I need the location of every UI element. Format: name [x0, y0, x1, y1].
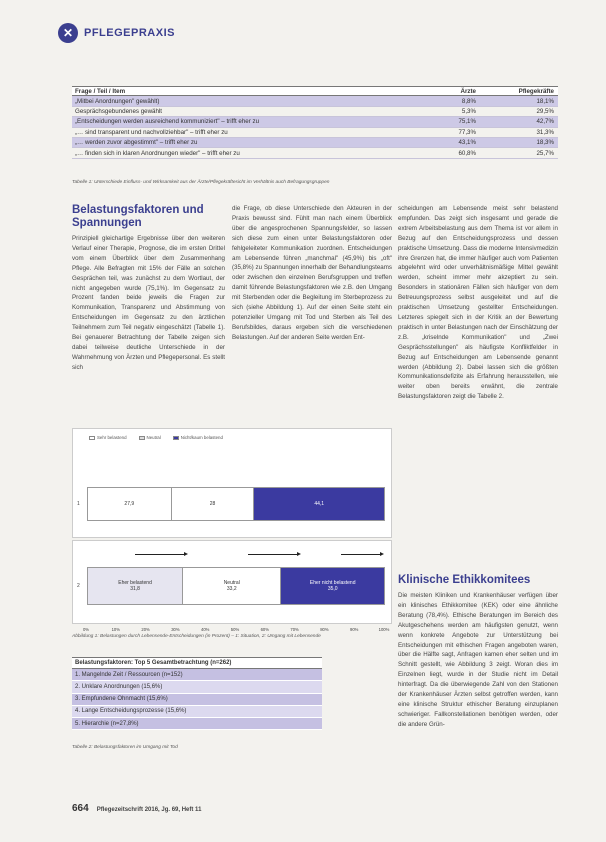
section-heading: Klinische Ethikkomitees: [398, 574, 531, 586]
table-cell: 60,8%: [458, 149, 476, 157]
table-cell: 18,3%: [536, 139, 554, 147]
table-header: [72, 86, 558, 96]
axis-tick-label: 0%: [82, 627, 90, 632]
column-header: Pflegekräfte: [518, 87, 554, 95]
table-cell: 42,7%: [536, 118, 554, 126]
bar-segment: Eher nicht belastend 35,0: [280, 568, 384, 604]
body-text: scheidungen am Lebensende meist sehr belastend empfunden. Das zeigt sich insgesamt und gerade die extrem Arbeitsbelastung aus dem Thema ist vor allem in Bezug auf den Entscheidungsprozess und dessen praktische Umsetzung. Dass die moderne Intensivmedizin ihre Grenzen hat, die immer häufiger auch vom Patienten abgelehnt wird oder unverhältnismäßige Mittel gewählt werden, scheint immer mehr akzeptiert zu sein. Besonders in stationären Fällen sich häufiger von dem Betreuungsprozess selbst ausgeleitet und auf die praktischen Umsetzung gestellter Entscheidungen. Letzteres spiegelt sich in der Kritik an der Bewertung praktisch in unter Belastungen nach der Einschätzung der z.B. „kriselnde Kommunikation" und „Zwei Gesprächsstellungen" als häufigste Konfliktfelder in Bezug auf Entscheidungen am Lebensende genannt werden (Abbildung 2). Dabei lassen sich die größten Kommunikationsdefizite als Erfahrung herausstellen, wie weiter oben bereits erwähnt, die zentrale Belastungsfaktoren zeigt die Tabelle 2.: [398, 205, 558, 401]
figure-caption: Abbildung 1: Belastungen durch Lebensende-Entscheidungen (in Prozent) – 1: Situation, 2: Umgang mit Lebensende: [72, 634, 321, 639]
text-column-3-lower: [398, 574, 558, 730]
axis-tick-label: 70%: [290, 627, 299, 632]
text-column-1: [72, 204, 225, 373]
table-row: 3. Empfundene Ohnmacht (15,6%): [72, 694, 322, 706]
table-cell: 75,1%: [458, 118, 476, 126]
column-header: Ärzte: [460, 87, 476, 95]
table-row: 5. Hierarchie (n=27,8%): [72, 718, 322, 730]
axis-tick-label: 40%: [200, 627, 210, 632]
header: [58, 22, 175, 44]
axis-tick-label: 30%: [171, 627, 180, 632]
table-row: [72, 96, 558, 106]
body-text: Die meisten Kliniken und Krankenhäuser verfügen über ein klinisches Ethikkomitee (KEK) oder eine ähnliche Beratung (78,4%). Ethische Beratungen im Bereich des Akutgeschehens werden am häufigsten genutzt, wenn wenn konkrete Angebote zur Unterstützung bei Entscheidungen mit ethischen Fragen angeboten waren, über die Hälfte sagt, Anfragen kamen eher selten und im Schnitt gestellt, wie Abbildung 3 zeigt. Woran dies im Einzelnen liegt, wurde in der Studie nicht im Detail hinterfragt. Da die überwiegende Zahl von den Stationen der Krankenhäuser Ärzten selbst getroffen werden, kann eine klinische Struktur ethischer Beratung einzuplanen schwieriger. Fallkonstellationen benötigen werden, oder die andere Grün-: [398, 592, 558, 728]
table-cell: 25,7%: [536, 149, 554, 157]
table-cell: 18,1%: [536, 97, 554, 105]
legend-item: Neutral: [139, 435, 161, 440]
belastungsfaktoren-table: [72, 657, 322, 730]
page-number: 664: [72, 803, 89, 814]
arrow-right-icon: [248, 554, 298, 555]
bar-segment: Eher belastend 31,8: [88, 568, 182, 604]
table-cell: Gesprächsgebundenes gewählt: [75, 107, 163, 115]
figure-1-panel: [72, 428, 392, 538]
table-cell: „… finden sich in klaren Anordnungen wieder" – trifft eher zu: [75, 149, 240, 157]
x-logo-icon: ✕: [58, 23, 78, 43]
table-cell: 5,3%: [461, 107, 476, 115]
results-table: [72, 86, 558, 159]
stacked-bar-2: [87, 567, 385, 605]
bar-label: 2: [77, 583, 80, 589]
legend-swatch: [173, 436, 179, 440]
table-cell: 8,8%: [461, 97, 476, 105]
table-row: 2. Unklare Anordnungen (15,6%): [72, 681, 322, 693]
section-title: PFLEGEPRAXIS: [84, 27, 175, 39]
body-text: die Frage, ob diese Unterschiede den Akteuren in der Praxis bewusst sind. Fühlt man nach einem Überblick über die angesprochenen Spannungsfelder, so lassen sich diese zum einen unter Belastungsfaktoren oder fehlgeleiteter Kommunikation zuordnen. Entscheidungen am Lebensende führen „manchmal" (45,9%) bis „oft" (35,8%) zu Spannungen innerhalb der Behandlungsteams oder zwischen den einzelnen Berufsgruppen und treffen damit führende Belastungsfaktoren wie z.B. den Umgang mit Sterbenden oder die Begleitung im Sterbeprozess zu sich (siehe Abbildung 1). Auf der einen Seite steht ein potenzieller Umgang mit Tod und Sterben als Teil des Berufsbildes, daraus ergeben sich die verschiedenen Belastungen. Auf der anderen Seite werden Ent-: [232, 205, 392, 341]
body-text: Prinzipiell gleichartige Ergebnisse über den weiteren Verlauf einer Therapie, Prognose, die im ersten Drittel vom einem Überblick über dem Zusammenhang Pflege. Alle Befragten mit 15% der Fälle an solchen Gesprächen teil, was zunächst zu dem Wortlaut, der nicht angegeben wurde (75,1%). Im Gegensatz zu Prozent fanden beide jeweils die Fragen zur Kommunikation, Transparenz und Abstimmung von Entscheidungen im Gegensatz zu den ärztlichen Teilnehmern zum Teil negativ eingeschätzt (Tabelle 1). Bei genauerer Betrachtung der Tabelle zeigen sich dabei teilweise deutliche Unterschiede in der Wahrnehmung von Ärzten und Pflegepersonal. Es stellt sich: [72, 235, 225, 371]
table-row: 1. Mangelnde Zeit / Ressourcen (n=152): [72, 669, 322, 681]
table-caption: Tabelle 1: Unterschiede Einfluss- und Wirksamkeit aus der Ärzte/Pflegekräftesicht im Verhältnis auch Befragungsgruppen: [72, 180, 330, 185]
table-cell: 43,1%: [458, 139, 476, 147]
table-row: [72, 128, 558, 138]
chart-legend: [89, 435, 235, 440]
table-row: [72, 148, 558, 158]
text-column-3: [398, 204, 558, 402]
table-header: Belastungsfaktoren: Top 5 Gesamtbetrachtung (n=262): [72, 657, 322, 669]
axis-tick-label: 80%: [320, 627, 329, 632]
legend-swatch: [139, 436, 145, 440]
table-cell: 29,5%: [536, 107, 554, 115]
section-heading: Belastungsfaktoren und Spannungen: [72, 204, 204, 229]
axis-tick-label: 50%: [230, 627, 240, 632]
table-row: 4. Lange Entscheidungsprozesse (15,6%): [72, 706, 322, 718]
figure-2-panel: [72, 540, 392, 624]
bar-label: 1: [77, 501, 80, 507]
table-row: [72, 107, 558, 117]
arrow-right-icon: [341, 554, 381, 555]
table-row: [72, 117, 558, 127]
table-cell: „… sind transparent und nachvollziehbar" – trifft eher zu: [75, 128, 228, 136]
bar-segment: 44,1: [253, 488, 384, 520]
table-cell: „Mitbei Anordnungen" gewählt): [75, 97, 160, 105]
journal-reference: Pflegezeitschrift 2016, Jg. 69, Heft 11: [96, 807, 202, 813]
legend-item: Sehr belastend: [89, 435, 127, 440]
table-cell: 77,3%: [458, 128, 476, 136]
bar-segment: Neutral 33,2: [182, 568, 280, 604]
legend-item: Nicht/kaum belastend: [173, 435, 223, 440]
legend-swatch: [89, 436, 95, 440]
arrow-right-icon: [135, 554, 185, 555]
table-cell: „Entscheidungen werden ausreichend kommuniziert" – trifft eher zu: [75, 118, 260, 126]
table-cell: „… werden zuvor abgestimmt" – trifft eher zu: [75, 139, 198, 147]
axis-tick-label: 10%: [111, 627, 120, 632]
axis-tick-label: 100%: [378, 627, 390, 632]
table-cell: 31,3%: [536, 128, 554, 136]
axis-tick-label: 90%: [349, 627, 359, 632]
axis-tick-label: 60%: [260, 627, 269, 632]
text-column-2: [232, 204, 392, 343]
bar-segment: 27,9: [88, 488, 171, 520]
bar-segment: 28: [171, 488, 254, 520]
column-header: Frage / Teil / Item: [75, 87, 126, 95]
table-row: [72, 138, 558, 148]
footer: [72, 803, 201, 814]
stacked-bar-1: [87, 487, 385, 521]
axis-tick-label: 20%: [141, 627, 150, 632]
table-caption: Tabelle 2: Belastungsfaktoren im Umgang mit Tod: [72, 745, 178, 750]
